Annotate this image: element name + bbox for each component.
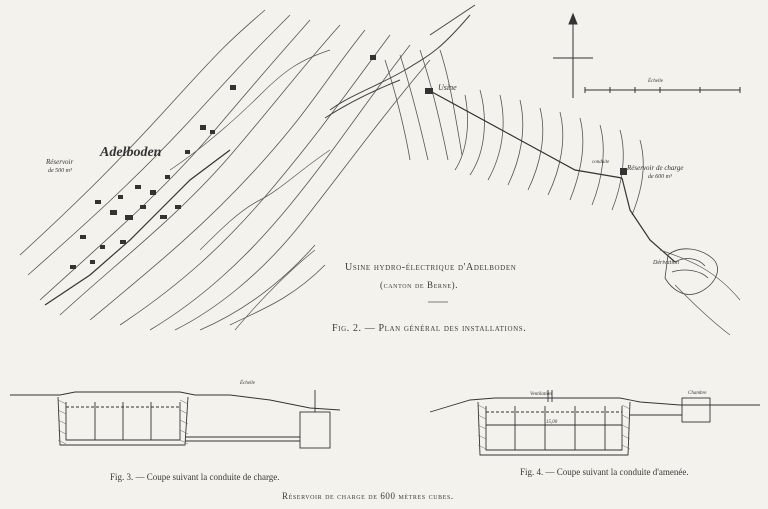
fig3-section xyxy=(10,390,340,448)
map-label-town: Adelboden xyxy=(100,145,162,160)
fig4-label-chambre: Chambre xyxy=(688,391,707,396)
fig3-label-echelle: Échelle xyxy=(240,381,255,386)
compass-icon xyxy=(553,14,593,98)
pipeline xyxy=(45,92,675,305)
map-label-reservoir-left: Réservoir xyxy=(46,158,74,166)
plan-title-line1: Usine hydro-électrique d'Adelboden xyxy=(345,262,517,273)
map-label-echelle: Échelle xyxy=(648,79,663,84)
bottom-title: Réservoir de charge de 600 mètres cubes. xyxy=(282,491,454,501)
fig4-caption: Fig. 4. — Coupe suivant la conduite d'amenée. xyxy=(520,467,689,477)
derivation-basin xyxy=(665,249,718,295)
fig2-caption: Fig. 2. — Plan général des installations. xyxy=(332,323,527,334)
map-label-usine: Usine xyxy=(438,83,457,92)
scale-bar xyxy=(585,87,740,93)
map-label-conduite: conduite xyxy=(592,160,610,165)
plan-title-line2: (canton de Berne). xyxy=(380,280,459,290)
map-label-reservoir-upper-capacity: de 600 m³ xyxy=(648,174,672,180)
fig4-label-ventilation: Ventilation xyxy=(530,392,552,397)
roads xyxy=(170,50,740,335)
fig4-dimension-label: 15,00 xyxy=(546,420,558,425)
fig3-caption: Fig. 3. — Coupe suivant la conduite de charge. xyxy=(110,472,280,482)
map-label-reservoir-left-capacity: de 500 m³ xyxy=(48,168,72,174)
map-label-reservoir-upper: Réservoir de charge xyxy=(627,164,684,172)
map-label-derivation: Dérivation xyxy=(653,260,679,266)
fig4-section xyxy=(430,390,760,455)
contour-lines xyxy=(20,10,643,330)
